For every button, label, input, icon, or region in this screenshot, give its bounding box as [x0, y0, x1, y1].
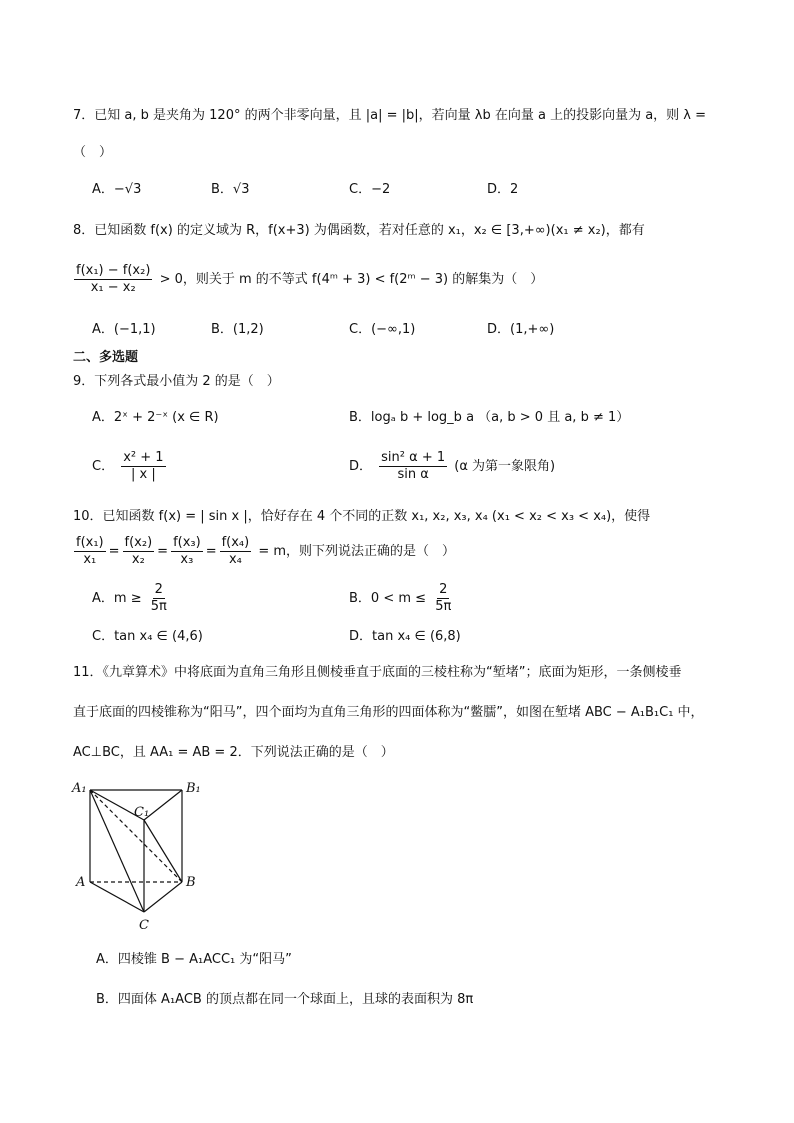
q11-line3: AC⊥BC，且 AA₁ = AB = 2．下列说法正确的是（ ） [73, 745, 394, 760]
q10-option-b-den: 5π [435, 599, 452, 614]
label-a1: A₁ [72, 781, 87, 796]
q9-option-d-num: sin² α + 1 [381, 450, 446, 465]
section-heading-multi-choice: 二、多选题 [73, 350, 139, 365]
q10-option-b-num: 2 [439, 582, 448, 597]
edge-c1-b1 [144, 790, 182, 820]
q9-option-c-fraction [121, 450, 165, 483]
q10-frac-1-den: x₁ [83, 552, 97, 567]
q10-option-a [92, 582, 172, 615]
q8-frac-den: x₁ − x₂ [90, 280, 136, 295]
label-b1: B₁ [186, 781, 201, 796]
q10-option-b [349, 582, 456, 615]
q8-option-b: B．(1,2) [211, 322, 264, 337]
edge-a-c [90, 882, 144, 912]
q10-option-a-den: 5π [150, 599, 167, 614]
label-b: B [186, 875, 196, 890]
segment-c1-b [144, 820, 182, 882]
q9-option-c-den: | x | [131, 467, 156, 482]
q10-frac-3-num: f(x₃) [173, 535, 201, 550]
q10-option-a-pre: A．m ≥ [92, 591, 142, 606]
q7-option-b: B．√3 [211, 182, 250, 197]
q10-option-c: C．tan x₄ ∈ (4,6) [92, 629, 203, 644]
q8-line1: 8．已知函数 f(x) 的定义域为 R，f(x+3) 为偶函数，若对任意的 x₁，x₂ ∈ [3,+∞)(x₁ ≠ x₂)，都有 [73, 223, 645, 238]
q11-line2: 直于底面的四棱锥称为“阳马”，四个面均为直角三角形的四面体称为“鳖臑”，如图在堑堵 ABC − A₁B₁C₁ 中， [73, 705, 704, 720]
q10-fraction-1 [74, 535, 106, 568]
q9-option-c-label: C． [92, 459, 115, 474]
q10-line2: $\frac{\text{f(x₁)}}{\text{x₁}}$ = $\frac{\text{f(x₂)}}{\text{x₂}}$ = $\frac{\text{f(x₃)}}{\text{x₃}}$ = $\frac{\text{f(x₄)}}{\text{x₄}}$ = m，则下列说法正确的是（ ） [76, 535, 456, 567]
q11-option-a: A．四棱锥 B − A₁ACC₁ 为“阳马” [96, 952, 292, 967]
q10-frac-3-den: x₃ [180, 552, 194, 567]
q10-frac-2-num: f(x₂) [124, 535, 153, 550]
label-c1: C₁ [134, 805, 150, 820]
q10-frac-4-den: x₄ [228, 552, 242, 567]
q7-option-a: A．−√3 [92, 182, 142, 197]
edge-c-b [144, 882, 182, 912]
q9-option-c [92, 450, 169, 483]
q7-option-c: C．−2 [349, 182, 391, 197]
q7-option-d: D．2 [487, 182, 519, 197]
q8-option-d: D．(1,+∞) [487, 322, 555, 337]
q10-fraction-3 [171, 535, 203, 568]
q10-option-a-fraction [149, 582, 169, 615]
prism-figure [60, 772, 220, 942]
q10-frac-4-num: f(x₄) [221, 535, 250, 550]
q9-option-d [349, 450, 555, 483]
q9-option-d-den: sin α [397, 467, 429, 482]
q9-option-b: B．logₐ b + log_b a （a, b > 0 且 a, b ≠ 1） [349, 410, 630, 425]
q10-line1: 10．已知函数 f(x) = | sin x |，恰好存在 4 个不同的正数 x₁, x₂, x₃, x₄ (x₁ < x₂ < x₃ < x₄)，使得 [73, 509, 651, 524]
q7-line1: 7．已知 a, b 是夹角为 120° 的两个非零向量，且 |a| = |b|，若向量 λb 在向量 a 上的投影向量为 a，则 λ = [73, 108, 707, 123]
q10-frac-1-num: f(x₁) [76, 535, 104, 550]
q9-option-d-label: D． [349, 459, 373, 474]
q11-option-b: B．四面体 A₁ACB 的顶点都在同一个球面上，且球的表面积为 8π [96, 992, 474, 1007]
q8-option-c: C．(−∞,1) [349, 322, 416, 337]
q9-stem: 9．下列各式最小值为 2 的是（ ） [73, 374, 280, 389]
q8-option-a: A．(−1,1) [92, 322, 156, 337]
q10-option-d: D．tan x₄ ∈ (6,8) [349, 629, 461, 644]
q7-line2: （ ） [73, 145, 113, 160]
q9-option-d-tail: (α 为第一象限角) [454, 459, 556, 474]
q10-option-b-pre: B．0 < m ≤ [349, 591, 427, 606]
q9-option-a: A．2ˣ + 2⁻ˣ (x ∈ R) [92, 410, 219, 425]
q8-line2 [71, 263, 543, 296]
q10-line2-tail: = m，则下列说法正确的是（ ） [258, 544, 456, 559]
q10-option-b-fraction [433, 582, 453, 615]
q10-frac-2-den: x₂ [131, 552, 145, 567]
q11-line1: 11．《九章算术》中将底面为直角三角形且侧棱垂直于底面的三棱柱称为“堑堵”；底面为矩形，一条侧棱垂 [73, 665, 682, 680]
q8-fraction [74, 263, 152, 296]
q9-option-d-fraction [379, 450, 447, 483]
q10-fraction-2 [123, 535, 155, 568]
q10-fraction-4 [220, 535, 252, 568]
label-a: A [76, 875, 86, 890]
q8-frac-num: f(x₁) − f(x₂) [76, 263, 151, 278]
label-c: C [139, 918, 149, 933]
q10-option-a-num: 2 [154, 582, 163, 597]
q9-option-c-num: x² + 1 [123, 450, 164, 465]
segment-a1-b-hidden [90, 790, 182, 882]
q8-line2-rest: > 0，则关于 m 的不等式 f(4ᵐ + 3) < f(2ᵐ − 3) 的解集为（ ） [159, 272, 544, 287]
